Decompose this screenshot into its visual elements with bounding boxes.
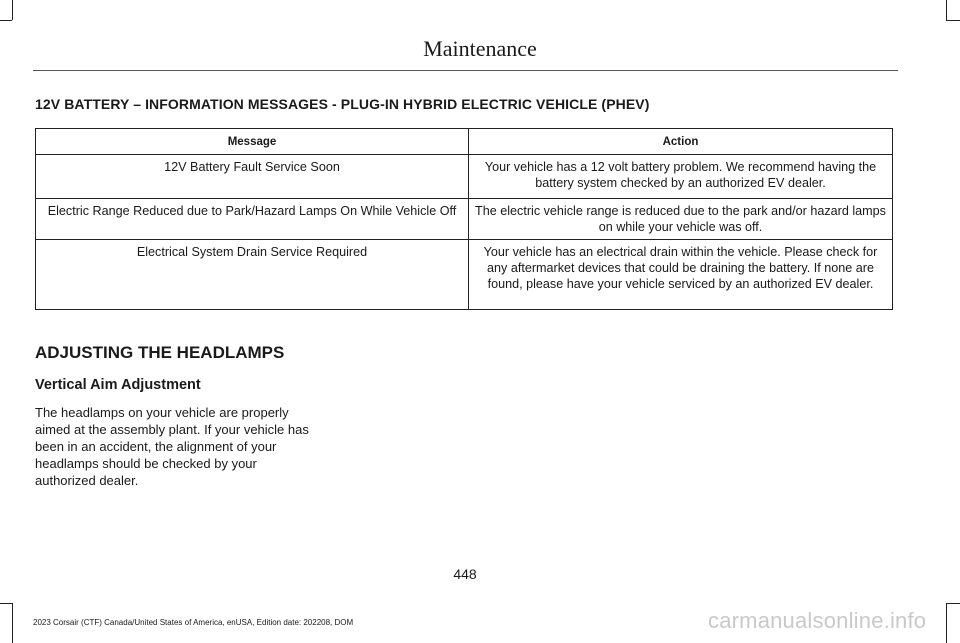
- table-row: [36, 199, 893, 240]
- page-header: Maintenance: [423, 36, 537, 61]
- action-cell: Your vehicle has an electrical drain within the vehicle. Please check for any aftermarket devices that could be draining the battery. If none are found, please have your vehicle serviced by an authorized EV dealer.: [469, 240, 893, 310]
- headlamps-section-title: ADJUSTING THE HEADLAMPS: [35, 343, 285, 362]
- crop-mark-bottom-left-horizontal: [0, 603, 12, 604]
- action-cell: Your vehicle has a 12 volt battery problem. We recommend having the battery system checked by an authorized EV dealer.: [469, 155, 893, 199]
- message-cell: Electrical System Drain Service Required: [36, 240, 469, 310]
- page-number: 448: [453, 566, 477, 582]
- battery-messages-table: [35, 128, 893, 310]
- crop-mark-top-left-vertical: [12, 0, 13, 20]
- battery-section-title: 12V BATTERY – INFORMATION MESSAGES - PLUG-IN HYBRID ELECTRIC VEHICLE (PHEV): [35, 96, 650, 112]
- message-cell: Electric Range Reduced due to Park/Hazard Lamps On While Vehicle Off: [36, 199, 469, 240]
- table-row: [36, 240, 893, 310]
- action-cell: The electric vehicle range is reduced due to the park and/or hazard lamps on while your vehicle was off.: [469, 199, 893, 240]
- crop-mark-bottom-left-vertical: [12, 603, 13, 643]
- crop-mark-top-left-horizontal: [0, 20, 12, 21]
- table-row: [36, 155, 893, 199]
- crop-mark-bottom-right-vertical: [946, 603, 947, 643]
- crop-mark-bottom-right-horizontal: [946, 603, 960, 604]
- header-divider: [33, 70, 898, 71]
- crop-mark-top-right-horizontal: [946, 20, 960, 21]
- column-header-action: Action: [469, 129, 893, 155]
- column-header-message: Message: [36, 129, 469, 155]
- headlamps-body-text: The headlamps on your vehicle are properly aimed at the assembly plant. If your vehicle has been in an accident, the alignment of your headlamps should be checked by your authorized dealer.: [35, 405, 309, 488]
- vertical-aim-subtitle: Vertical Aim Adjustment: [35, 377, 201, 393]
- watermark-text: carmanualsonline.info: [708, 608, 927, 633]
- table-header-row: [36, 129, 893, 155]
- message-cell: 12V Battery Fault Service Soon: [36, 155, 469, 199]
- edition-footer: 2023 Corsair (CTF) Canada/United States of America, enUSA, Edition date: 202208, DOM: [33, 618, 354, 627]
- crop-mark-top-right-vertical: [946, 0, 947, 20]
